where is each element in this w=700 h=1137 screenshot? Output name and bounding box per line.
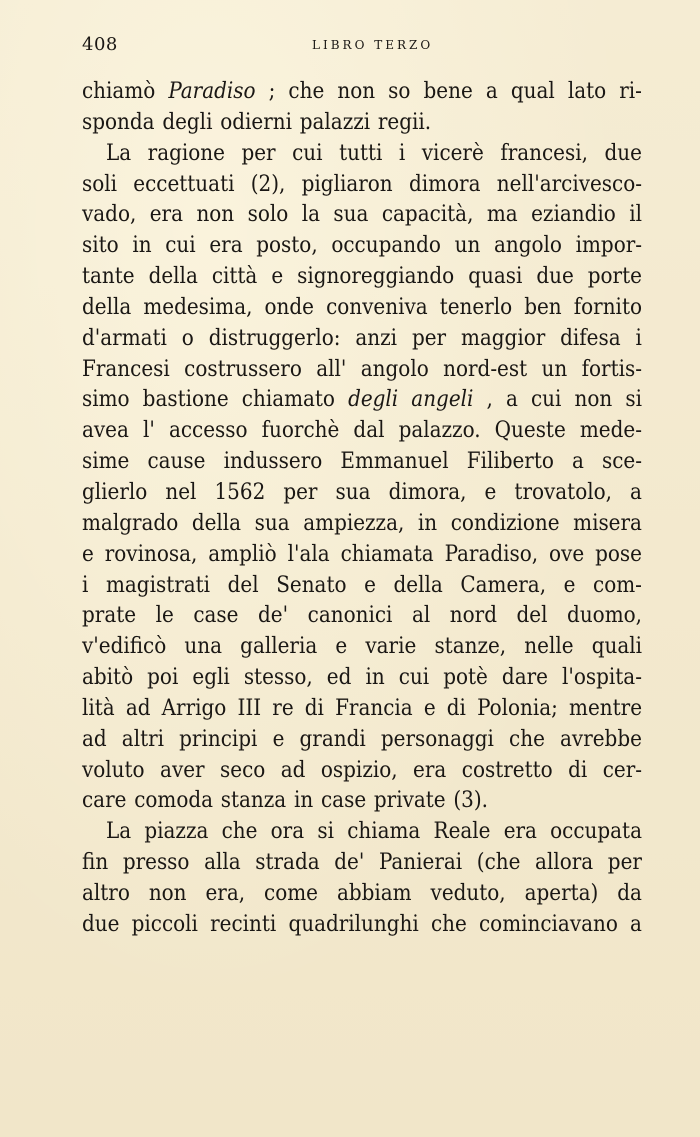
text-line: d'armati o distruggerlo: anzi per maggior difesa i bbox=[82, 324, 642, 351]
text-line: voluto aver seco ad ospizio, era costretto di cer- bbox=[82, 756, 642, 783]
text-line: sponda degli odierni palazzi regii. bbox=[82, 108, 432, 135]
text-line: avea l' accesso fuorchè dal palazzo. Queste mede- bbox=[82, 417, 642, 444]
text-line: prate le case de' canonici al nord del duomo, bbox=[82, 602, 642, 629]
text-line: malgrado della sua ampiezza, in condizione misera bbox=[82, 509, 642, 536]
text-line: i magistrati del Senato e della Camera, e com- bbox=[82, 571, 642, 598]
text-line: della medesima, onde conveniva tenerlo ben fornito bbox=[82, 293, 642, 320]
text-line: care comoda stanza in case private (3). bbox=[82, 787, 488, 814]
text-line: La ragione per cui tutti i vicerè francesi, due bbox=[106, 139, 642, 166]
text-line: fin presso alla strada de' Panierai (che allora per bbox=[82, 849, 642, 876]
text-line: vado, era non solo la sua capacità, ma eziandio il bbox=[82, 201, 642, 228]
text-line: soli eccettuati (2), pigliaron dimora nell'arcivesco- bbox=[82, 170, 642, 197]
text-line: ad altri principi e grandi personaggi che avrebbe bbox=[82, 725, 642, 752]
text-line: sito in cui era posto, occupando un angolo impor- bbox=[82, 232, 642, 259]
text-line: tante della città e signoreggiando quasi due porte bbox=[82, 263, 642, 290]
text-line: glierlo nel 1562 per sua dimora, e trovatolo, a bbox=[82, 478, 642, 505]
page-number: 408 bbox=[82, 34, 118, 55]
text-line: abitò poi egli stesso, ed in cui potè dare l'ospita- bbox=[82, 664, 642, 691]
text-line: v'edificò una galleria e varie stanze, nelle quali bbox=[82, 633, 642, 660]
text-line: lità ad Arrigo III re di Francia e di Polonia; mentre bbox=[82, 694, 642, 721]
text-line: simo bastione chiamato degli angeli , a cui non si bbox=[82, 386, 642, 413]
text-line: sime cause indussero Emmanuel Filiberto a sce- bbox=[82, 448, 642, 475]
running-head bbox=[82, 34, 642, 56]
body-text bbox=[82, 76, 642, 940]
text-line: altro non era, come abbiam veduto, aperta) da bbox=[82, 879, 642, 906]
running-title: LIBRO TERZO bbox=[312, 38, 434, 52]
text-line: e rovinosa, ampliò l'ala chiamata Paradiso, ove pose bbox=[82, 540, 642, 567]
text-line: due piccoli recinti quadrilunghi che cominciavano a bbox=[82, 910, 642, 937]
text-line: chiamò Paradiso ; che non so bene a qual lato ri- bbox=[82, 78, 642, 104]
text-line: La piazza che ora si chiama Reale era occupata bbox=[106, 818, 642, 845]
text-line: Francesi costrussero all' angolo nord-est un fortis- bbox=[82, 355, 642, 382]
